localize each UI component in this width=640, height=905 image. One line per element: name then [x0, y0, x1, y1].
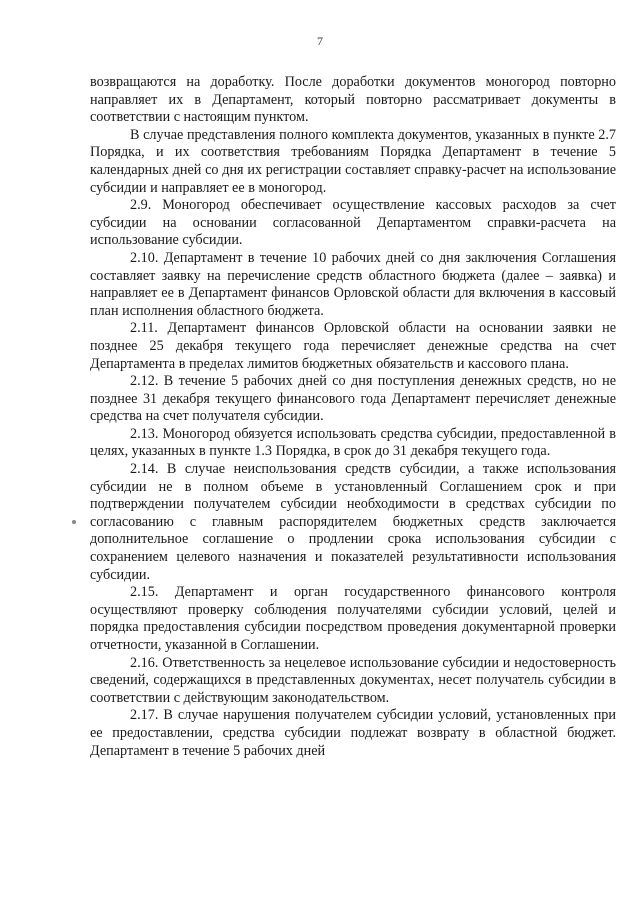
- paragraph-2-14: 2.14. В случае неиспользования средств субсидии, а также использования субсидии не в полном объеме в установленный Соглашением срок и при подтверждении получателем субсидии необходимости в средствах субсидии по согласованию с главным распорядителем бюджетных средств заключается дополнительное соглашение о продлении срока использования субсидии с сохранением целевого назначения и показателей результативности использования субсидии.: [90, 461, 616, 583]
- document-body: [90, 74, 616, 760]
- paragraph-2-10: 2.10. Департамент в течение 10 рабочих дней со дня заключения Соглашения составляет заявку на перечисление средств областного бюджета (далее – заявка) и направляет ее в Департамент финансов Орловской области для включения в кассовый план исполнения областного бюджета.: [90, 249, 616, 319]
- paragraph-2-16: 2.16. Ответственность за нецелевое использование субсидии и недостоверность сведений, содержащихся в представленных документах, несет получатель субсидии в соответствии с действующим законодательством.: [90, 654, 616, 706]
- paragraph-continuation: возвращаются на доработку. После доработки документов моногород повторно направляет их в Департамент, который повторно рассматривает документы в соответствии с настоящим пунктом.: [90, 74, 616, 126]
- page-number: 7: [317, 34, 323, 48]
- paragraph-2-17: 2.17. В случае нарушения получателем субсидии условий, установленных при ее предоставлении, средства субсидии подлежат возврату в областной бюджет. Департамент в течение 5 рабочих дней: [90, 707, 616, 759]
- paragraph-2-9: 2.9. Моногород обеспечивает осуществление кассовых расходов за счет субсидии на основании согласованной Департаментом справки-расчета на использование субсидии.: [90, 197, 616, 249]
- paragraph-full-set-of-documents: В случае представления полного комплекта документов, указанных в пункте 2.7 Порядка, и их соответствия требованиям Порядка Департамент в течение 5 календарных дней со дня их регистрации составляет справку-расчет на использование субсидии и направляет ее в моногород.: [90, 126, 616, 196]
- paragraph-2-13: 2.13. Моногород обязуется использовать средства субсидии, предоставленной в целях, указанных в пункте 1.3 Порядка, в срок до 31 декабря текущего года.: [90, 425, 616, 460]
- scan-artifact-dot: [72, 520, 76, 524]
- paragraph-2-11: 2.11. Департамент финансов Орловской области на основании заявки не позднее 25 декабря текущего года перечисляет денежные средства на счет Департамента в пределах лимитов бюджетных обязательств и кассового плана.: [90, 320, 616, 372]
- paragraph-2-12: 2.12. В течение 5 рабочих дней со дня поступления денежных средств, но не позднее 31 декабря текущего финансового года Департамент перечисляет денежные средства на счет получателя субсидии.: [90, 373, 616, 425]
- paragraph-2-15: 2.15. Департамент и орган государственного финансового контроля осуществляют проверку соблюдения получателями субсидии условий, целей и порядка предоставления субсидии посредством проведения документарной проверки отчетности, указанной в Соглашении.: [90, 584, 616, 653]
